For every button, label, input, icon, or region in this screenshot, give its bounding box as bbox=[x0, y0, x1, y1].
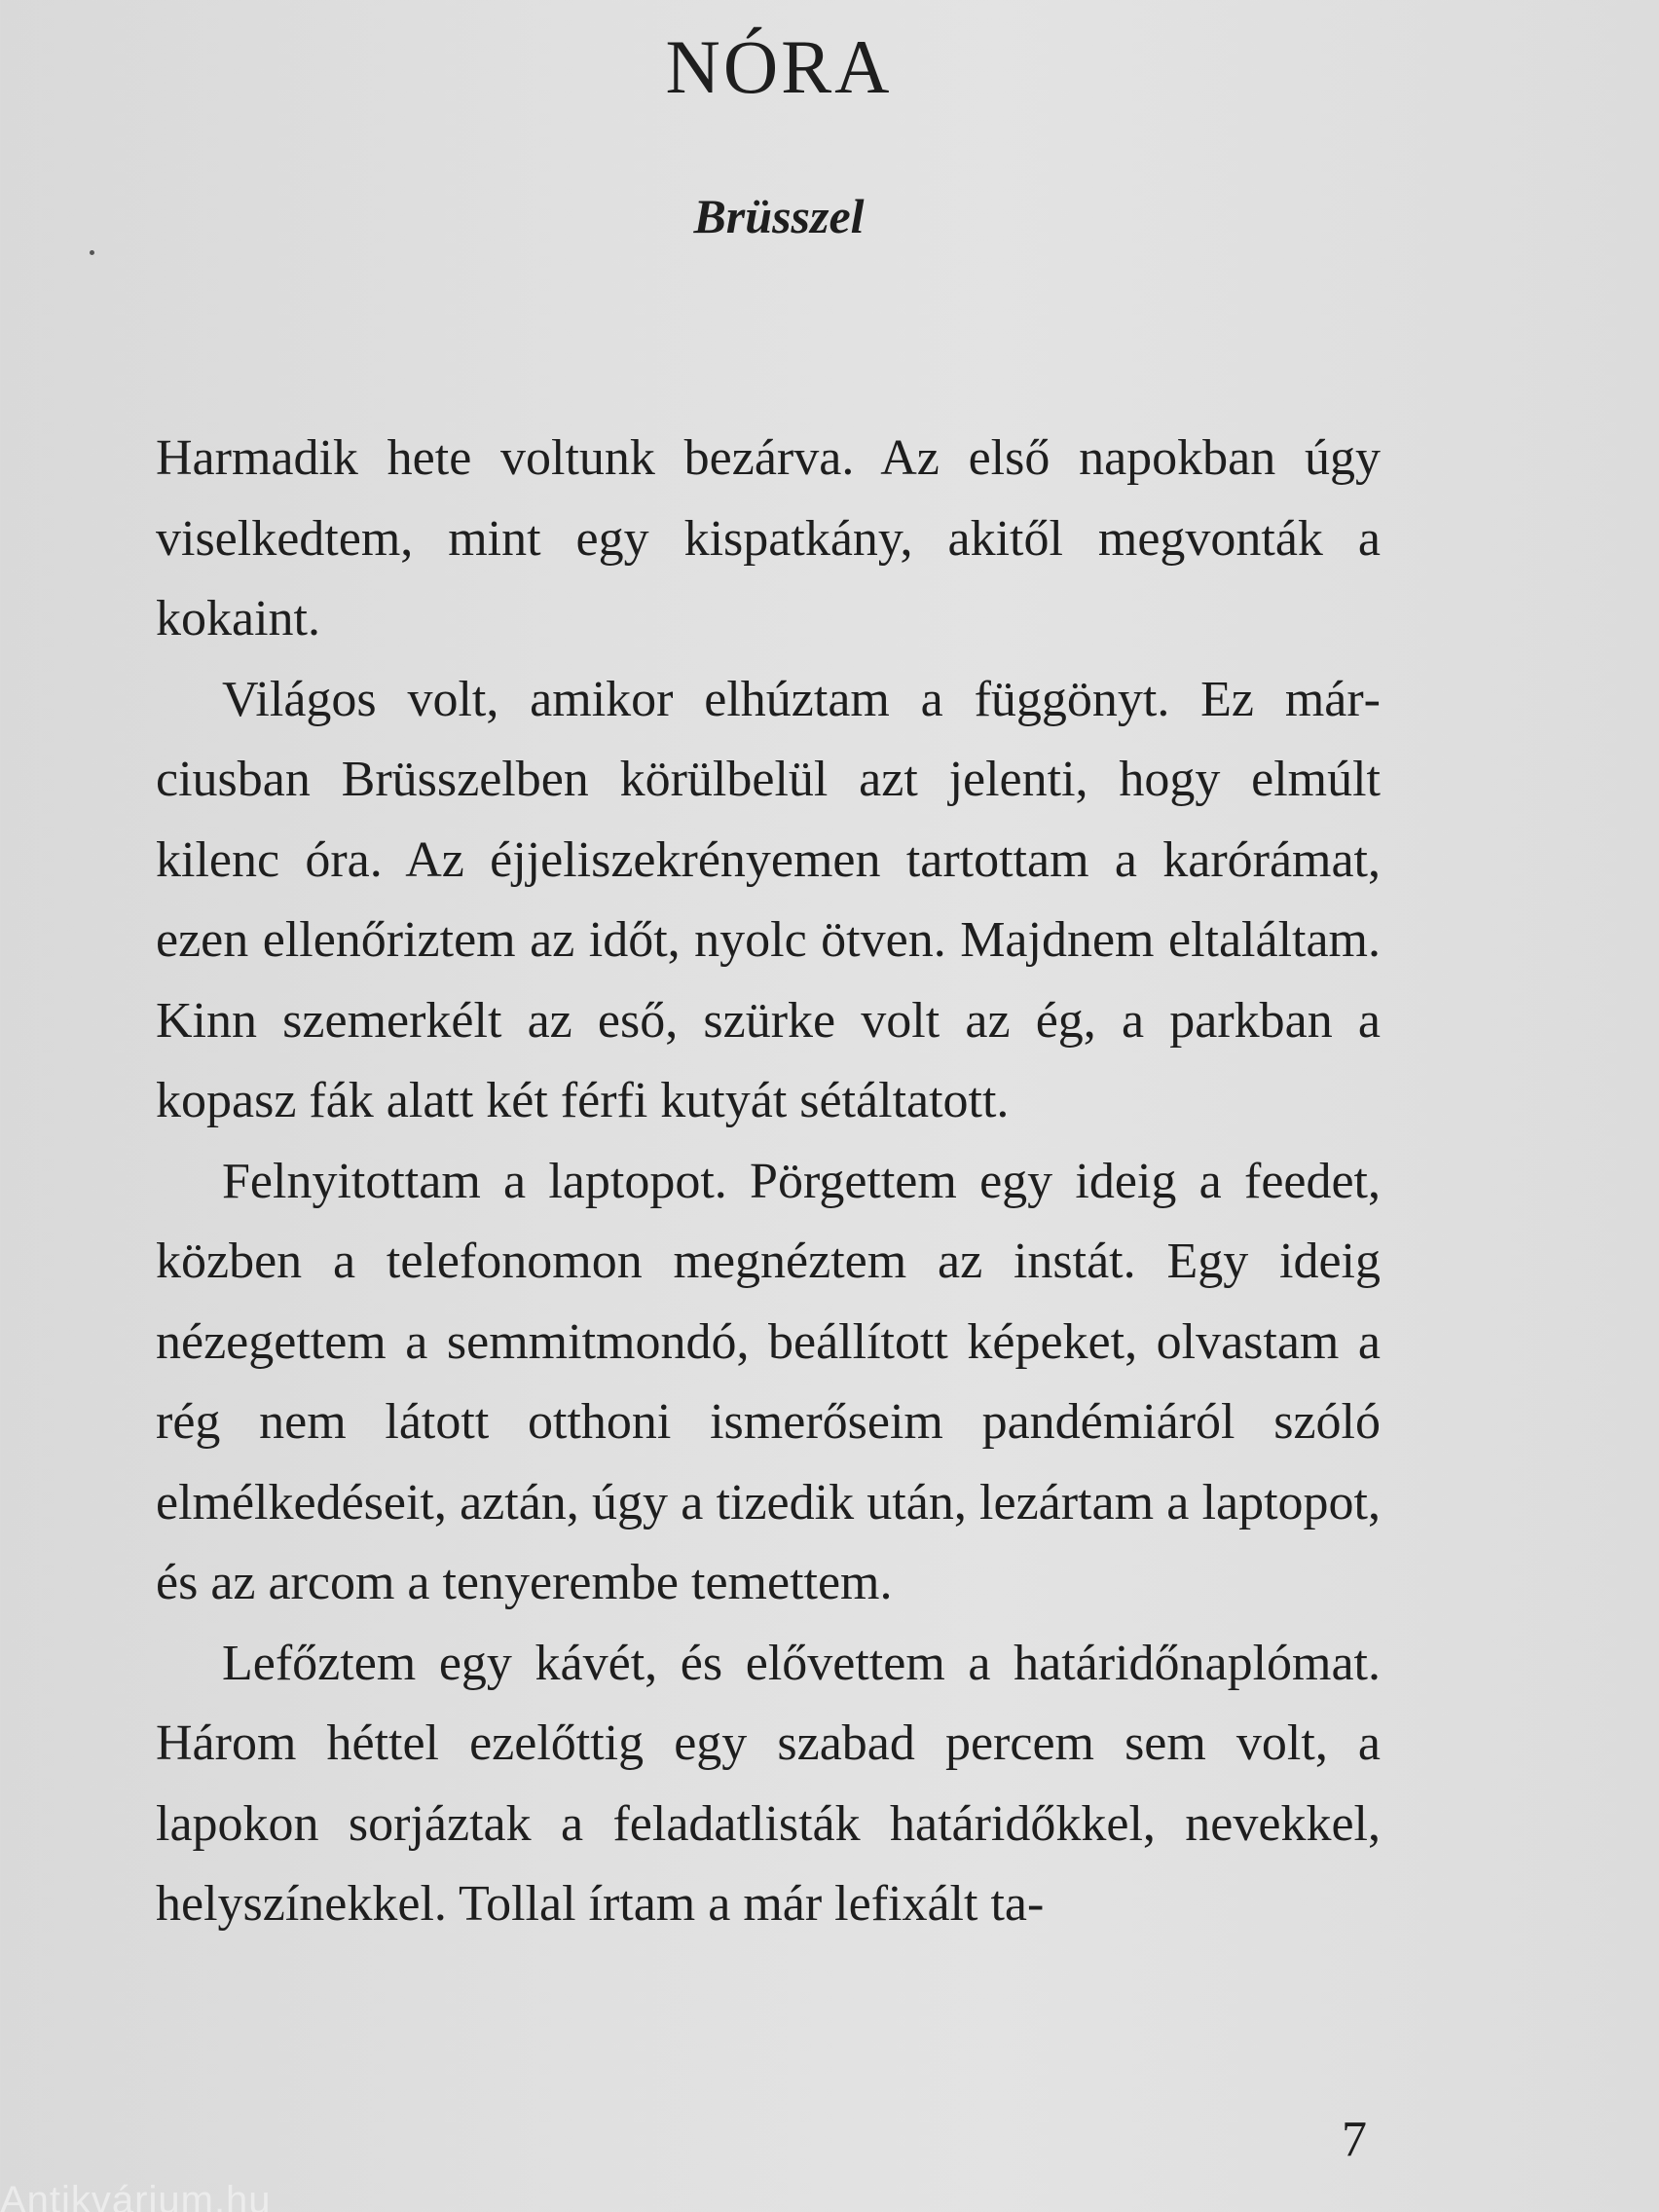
paragraph-4: Lefőztem egy kávét, és elővettem a határidőnaplómat. Három héttel ezelőttig egy szabad percem sem volt, a lapokon sorjáztak a feladatlisták határidőkkel, nevekkel, helyszínekkel. Tollal írtam a már lefixált ta- bbox=[156, 1635, 1381, 1932]
paragraph-2: Világos volt, amikor elhúztam a függönyt. Ez márciusban Brüsszelben körülbelül azt jelenti, hogy elmúlt kilenc óra. Az éjjeliszekrényemen tartottam a karórámat, ezen ellenőriztem az időt, nyolc ötven. Majdnem eltaláltam. Kinn szemerkélt az eső, szürke volt az ég, a parkban a kopasz fák alatt két férfi kutyát sétáltatott. bbox=[156, 671, 1381, 1128]
chapter-title: NÓRA bbox=[665, 24, 893, 109]
paragraph-3: Felnyitottam a laptopot. Pörgettem egy ideig a feedet, közben a telefonomon megnéztem az instát. Egy ideig nézegettem a semmitmondó, beállított képeket, olvastam a rég nem látott otthoni ismerőseim pandémiáról szóló elmélkedéseit, aztán, úgy a tizedik után, lezártam a laptopot, és az arcom a tenyerembe temettem. bbox=[156, 1153, 1381, 1610]
page-number: 7 bbox=[1342, 2112, 1367, 2167]
body-text bbox=[156, 419, 1381, 1945]
chapter-subtitle: Brüsszel bbox=[693, 189, 865, 243]
watermark: Antikvárium.hu bbox=[0, 2179, 272, 2212]
paragraph-1: Harmadik hete voltunk bezárva. Az első napokban úgy viselkedtem, mint egy kispatkány, akitől megvonták a kokaint. bbox=[156, 430, 1381, 646]
ink-speck bbox=[90, 250, 94, 255]
